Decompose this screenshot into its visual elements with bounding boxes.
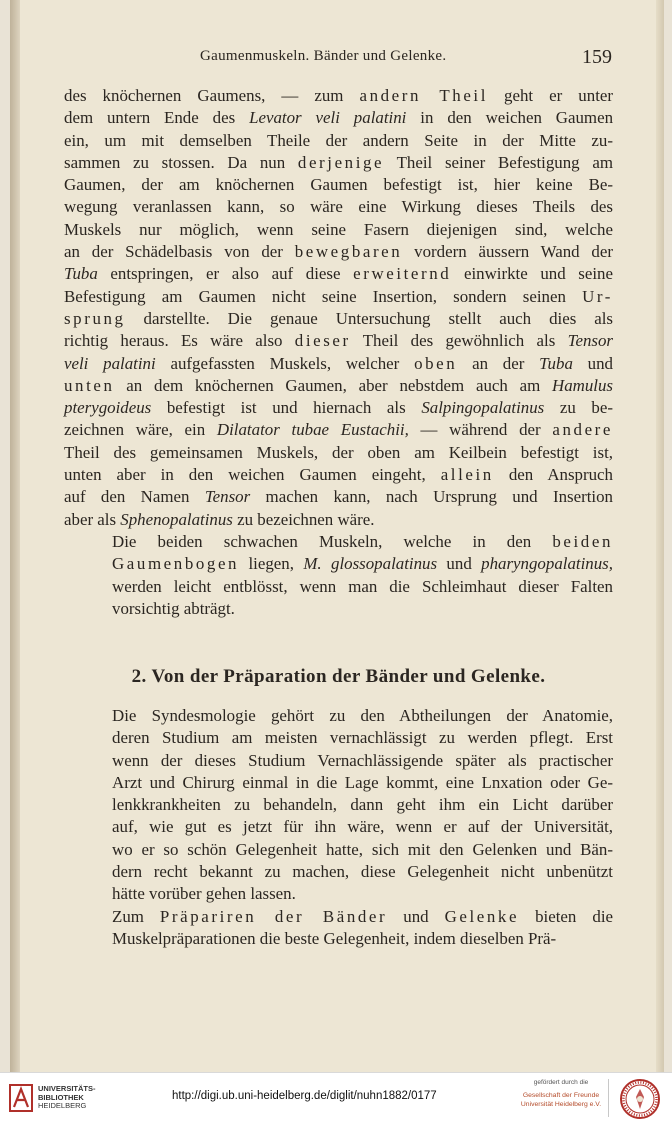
sponsor-block xyxy=(518,1079,604,1109)
text-line xyxy=(64,906,613,928)
text-run: des knöchernen Gaumens, — zum xyxy=(64,86,360,105)
text-run: auf, wie gut es jetzt für ihn wäre, wenn er auf der Universität, xyxy=(112,817,613,837)
text-line xyxy=(64,553,613,575)
body-text-part-2 xyxy=(64,705,613,950)
text-run: einwirkte und seine xyxy=(451,264,614,284)
text-run: aber als xyxy=(64,509,121,529)
paragraph xyxy=(64,85,613,531)
text-run: vorsichtig abträgt. xyxy=(112,598,235,618)
spaced-emphasis: Präpariren der Bänder xyxy=(159,906,388,926)
spaced-emphasis: erweiternd xyxy=(353,264,452,284)
spaced-emphasis: unten xyxy=(64,375,115,395)
text-line xyxy=(64,130,613,152)
spaced-emphasis: Gaumenbogen xyxy=(112,554,240,574)
paragraph xyxy=(64,531,613,620)
text-run: Gaumen, der am knöchernen Gaumen befestigt ist, hier keine Be- xyxy=(64,175,613,195)
text-run: an dem knöchernen Gaumen, aber nebstdem auch am xyxy=(114,375,552,395)
university-seal-icon xyxy=(619,1078,661,1120)
text-line xyxy=(64,152,613,174)
library-name-line1: UNIVERSITÄTS- xyxy=(38,1084,96,1093)
italic-term: Sphenopalatinus xyxy=(120,509,233,529)
text-run: zu bezeichnen wäre. xyxy=(232,509,375,529)
spaced-emphasis: oben xyxy=(414,353,458,373)
sponsor-name-line1: Gesellschaft der Freunde xyxy=(522,1092,600,1099)
text-run: befestigt ist und hiernach als xyxy=(151,398,422,418)
italic-term: Levator veli palatini xyxy=(249,108,407,128)
text-run: und xyxy=(387,906,445,926)
text-line xyxy=(64,286,613,308)
sponsor-name-line2: Universität Heidelberg e.V. xyxy=(520,1100,602,1108)
text-run: Arzt und Chirurg einmal in die Lage kommt, eine Lnxation oder Ge- xyxy=(112,772,613,792)
text-run: unten aber in den weichen Gaumen eingeht, xyxy=(64,465,441,485)
text-run: geht er unter xyxy=(488,86,614,105)
digitization-footer xyxy=(0,1072,672,1124)
text-line xyxy=(64,576,613,598)
spaced-emphasis: derjenige xyxy=(297,152,385,172)
italic-term: pterygoideus xyxy=(64,398,152,418)
body-text-part-1 xyxy=(64,85,613,620)
spaced-emphasis: andern Theil xyxy=(359,86,488,105)
text-run: richtig heraus. Es wäre also xyxy=(64,331,295,351)
text-run: — während der xyxy=(408,420,553,440)
text-line xyxy=(64,419,613,441)
text-run: bieten die xyxy=(519,906,614,926)
text-run: zeichnen wäre, ein xyxy=(64,420,217,440)
text-run: dern recht bekannt zu machen, diese Gelegenheit nicht unbenützt xyxy=(112,862,613,882)
running-head xyxy=(64,46,612,72)
text-line xyxy=(64,750,613,772)
text-run: und xyxy=(437,554,482,574)
text-run: Muskels nur möglich, wenn seine Fasern diejenigen sind, welche xyxy=(64,219,613,239)
italic-term: Dilatator tubae Eustachii, xyxy=(216,420,409,440)
permalink-url[interactable]: http://digi.ub.uni-heidelberg.de/diglit/nuhn1882/0177 xyxy=(172,1090,437,1102)
text-line xyxy=(64,794,613,816)
sponsor-label: gefördert durch die xyxy=(533,1079,589,1086)
library-city: HEIDELBERG xyxy=(38,1101,87,1110)
italic-term: M. glossopalatinus xyxy=(303,554,438,574)
spaced-emphasis: dieser xyxy=(294,331,351,351)
text-line xyxy=(64,816,613,838)
spaced-emphasis: andere xyxy=(552,420,613,440)
text-line xyxy=(64,353,613,375)
paragraph xyxy=(64,906,613,951)
section-heading: 2. Von der Präparation der Bänder und Gelenke. xyxy=(131,666,546,687)
text-run: und xyxy=(572,353,613,373)
text-line xyxy=(64,375,613,397)
text-run: dem untern Ende des xyxy=(64,108,250,128)
text-run: darstellte. Die genaue Untersuchung stellt auch dies als xyxy=(125,308,613,328)
text-line xyxy=(64,107,613,129)
spaced-emphasis: sprung xyxy=(64,308,126,328)
italic-term: Tensor xyxy=(567,331,613,351)
spaced-emphasis: allein xyxy=(440,465,494,485)
text-run: entspringen, er also auf diese xyxy=(97,264,354,284)
text-line xyxy=(64,219,613,241)
text-run: auf den Namen xyxy=(64,487,205,507)
italic-term: Tuba xyxy=(539,353,573,373)
text-line xyxy=(64,598,613,620)
text-line xyxy=(64,727,613,749)
text-run: liegen, xyxy=(239,554,304,574)
text-run: an der Schädelbasis von der xyxy=(64,242,295,262)
text-run: wenn der dieses Studium Vernachlässigende später als practischer xyxy=(112,750,613,770)
italic-term: Hamulus xyxy=(552,375,613,395)
text-run: vordern äussern Wand der xyxy=(402,242,614,262)
text-run: Theil seiner Befestigung am xyxy=(384,152,613,172)
text-line xyxy=(64,263,613,285)
text-run: werden leicht entblösst, wenn man die Schleimhaut dieser Falten xyxy=(112,576,613,596)
text-line xyxy=(64,861,613,883)
spaced-emphasis: bewegbaren xyxy=(294,242,403,262)
page-edge xyxy=(656,0,664,1072)
text-run: machen kann, nach Ursprung und Insertion xyxy=(250,487,613,507)
text-run: wo er so schön Gelegenheit hatte, sich mit den Gelenken und Bän- xyxy=(112,839,613,859)
text-run: lenkkrankheiten zu behandeln, dann geht ihm ein Licht darüber xyxy=(112,795,613,815)
library-name xyxy=(38,1085,96,1111)
text-line xyxy=(64,531,613,553)
text-line xyxy=(64,883,613,905)
text-run: aufgefassten Muskels, welcher xyxy=(155,353,415,373)
text-line xyxy=(64,839,613,861)
page-number: 159 xyxy=(582,46,612,68)
text-line xyxy=(64,174,613,196)
text-line xyxy=(64,509,613,531)
text-run: Theil des gewöhnlich als xyxy=(350,331,568,351)
text-run: ein, um mit demselben Theile der andern Seite in der Mitte zu- xyxy=(64,130,613,150)
text-line xyxy=(64,928,613,950)
text-run: an der xyxy=(457,353,540,373)
text-line xyxy=(64,464,613,486)
text-line xyxy=(64,196,613,218)
running-title: Gaumenmuskeln. Bänder und Gelenke. xyxy=(200,48,447,64)
text-run: Befestigung am Gaumen nicht seine Insertion, sondern seinen xyxy=(64,286,583,306)
text-line xyxy=(64,241,613,263)
text-run: sammen zu stossen. Da nun xyxy=(64,152,298,172)
text-line xyxy=(64,486,613,508)
text-run: Theil des gemeinsamen Muskels, der oben am Keilbein befestigt ist, xyxy=(64,442,613,462)
spaced-emphasis: beiden xyxy=(552,531,613,551)
footer-divider xyxy=(608,1079,609,1117)
text-run: deren Studium am meisten vernachlässigt zu werden pflegt. Erst xyxy=(112,728,613,748)
italic-term: Tensor xyxy=(204,487,251,507)
library-name-line2: BIBLIOTHEK xyxy=(38,1092,84,1102)
spaced-emphasis: Ur- xyxy=(582,286,613,306)
text-line xyxy=(64,308,613,330)
text-run: in den weichen Gaumen xyxy=(406,108,614,128)
book-spine-shadow xyxy=(10,0,20,1072)
italic-term: Salpingopalatinus xyxy=(421,398,545,418)
text-run: zu be- xyxy=(544,398,613,418)
italic-term: veli palatini xyxy=(64,353,156,373)
text-line xyxy=(64,442,613,464)
text-run: Zum xyxy=(112,906,160,926)
text-run: Muskelpräparationen die beste Gelegenheit, indem dieselben Prä- xyxy=(112,928,557,948)
text-line xyxy=(64,772,613,794)
italic-term: pharyngopalatinus, xyxy=(481,554,613,574)
text-line xyxy=(64,85,613,107)
text-line xyxy=(64,397,613,419)
spaced-emphasis: Gelenke xyxy=(444,906,520,926)
text-run: wegung veranlassen kann, so wäre eine Wirkung dieses Theils des xyxy=(64,197,613,217)
text-run: Die Syndesmologie gehört zu den Abtheilungen der Anatomie, xyxy=(112,706,613,725)
text-line xyxy=(64,705,613,727)
university-library-logo-icon xyxy=(8,1083,34,1113)
paragraph xyxy=(64,705,613,906)
text-run: den Anspruch xyxy=(493,465,613,485)
italic-term: Tuba xyxy=(64,264,98,284)
text-run: Die beiden schwachen Muskeln, welche in den xyxy=(112,531,553,551)
text-line xyxy=(64,330,613,352)
text-run: hätte vorüber gehen lassen. xyxy=(112,884,296,904)
